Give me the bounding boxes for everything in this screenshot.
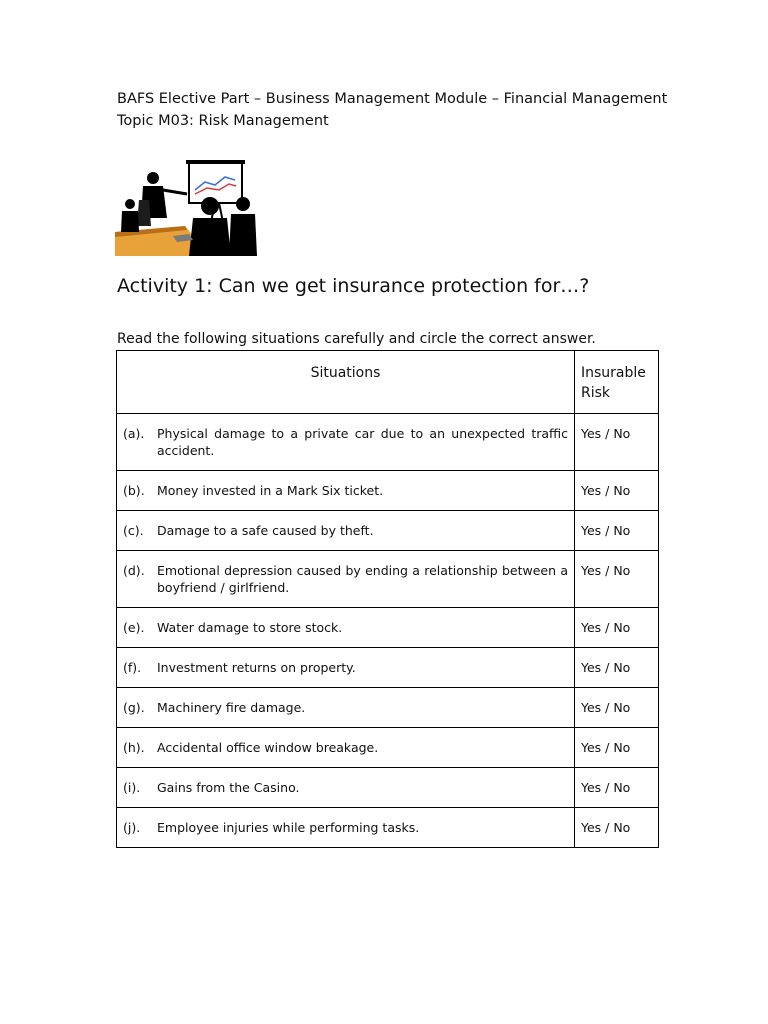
situation-cell <box>117 728 575 768</box>
row-label: (h). <box>123 740 145 755</box>
table-row <box>117 808 659 848</box>
instructions-text: Read the following situations carefully and circle the correct answer. <box>117 331 596 347</box>
row-label: (e). <box>123 620 145 635</box>
row-text: Machinery fire damage. <box>157 700 306 715</box>
situation-cell <box>117 511 575 551</box>
row-label: (a). <box>123 426 145 441</box>
document-header <box>117 88 667 132</box>
business-presentation-clipart <box>115 160 258 256</box>
answer-yes-no[interactable]: Yes / No <box>575 648 659 688</box>
answer-yes-no[interactable]: Yes / No <box>575 808 659 848</box>
row-text: Water damage to store stock. <box>157 620 343 635</box>
situation-cell <box>117 688 575 728</box>
activity-title: Activity 1: Can we get insurance protection for…? <box>117 275 590 297</box>
table-row <box>117 648 659 688</box>
row-text: Gains from the Casino. <box>157 780 300 795</box>
situation-cell <box>117 768 575 808</box>
situation-cell <box>117 414 575 471</box>
table-row <box>117 608 659 648</box>
table-row <box>117 414 659 471</box>
row-text: Damage to a safe caused by theft. <box>157 523 374 538</box>
answer-yes-no[interactable]: Yes / No <box>575 768 659 808</box>
answer-yes-no[interactable]: Yes / No <box>575 511 659 551</box>
row-label: (j). <box>123 820 141 835</box>
situation-cell <box>117 648 575 688</box>
header-module-line: BAFS Elective Part – Business Management Module – Financial Management <box>117 91 668 107</box>
header-topic-line: Topic M03: Risk Management <box>117 113 329 129</box>
row-text: Money invested in a Mark Six ticket. <box>157 483 384 498</box>
row-text: Emotional depression caused by ending a relationship between a boyfriend / girlfriend. <box>157 563 568 595</box>
answer-yes-no[interactable]: Yes / No <box>575 414 659 471</box>
row-label: (f). <box>123 660 142 675</box>
row-label: (i). <box>123 780 141 795</box>
situation-cell <box>117 808 575 848</box>
insurable-risk-header: Insurable Risk <box>575 351 659 414</box>
situation-cell <box>117 551 575 608</box>
row-label: (d). <box>123 563 145 578</box>
situations-header: Situations <box>117 351 575 414</box>
answer-yes-no[interactable]: Yes / No <box>575 728 659 768</box>
row-text: Employee injuries while performing tasks. <box>157 820 420 835</box>
situation-cell <box>117 608 575 648</box>
table-row <box>117 688 659 728</box>
table-row <box>117 471 659 511</box>
row-label: (b). <box>123 483 145 498</box>
answer-yes-no[interactable]: Yes / No <box>575 688 659 728</box>
situation-cell <box>117 471 575 511</box>
row-text: Investment returns on property. <box>157 660 356 675</box>
row-text: Accidental office window breakage. <box>157 740 379 755</box>
answer-yes-no[interactable]: Yes / No <box>575 608 659 648</box>
row-label: (g). <box>123 700 145 715</box>
table-header-row <box>117 351 659 414</box>
answer-yes-no[interactable]: Yes / No <box>575 471 659 511</box>
answer-yes-no[interactable]: Yes / No <box>575 551 659 608</box>
table-row <box>117 728 659 768</box>
row-label: (c). <box>123 523 144 538</box>
row-text: Physical damage to a private car due to an unexpected traffic accident. <box>157 426 568 458</box>
table-row <box>117 511 659 551</box>
table-row <box>117 551 659 608</box>
table-row <box>117 768 659 808</box>
situations-table <box>116 350 659 848</box>
